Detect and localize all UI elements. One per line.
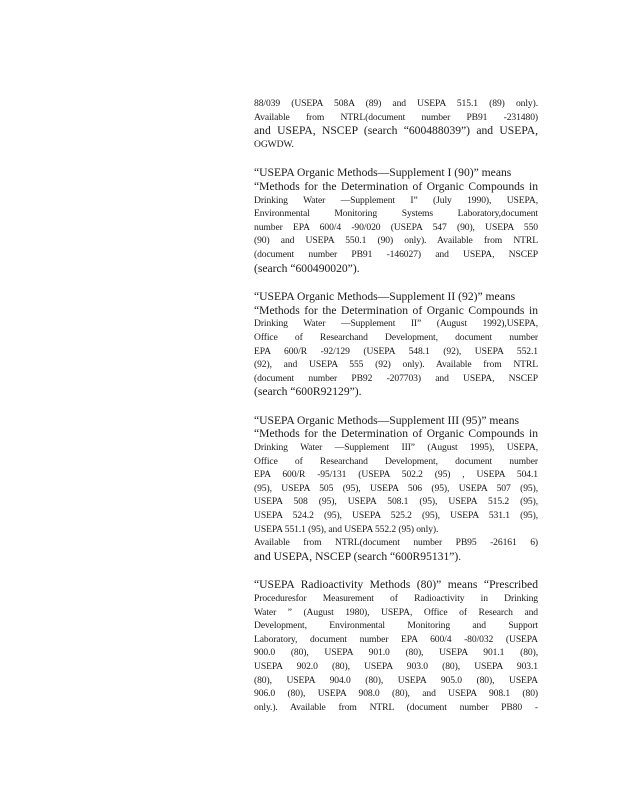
- text-line: “Methods for the Determination of Organic Compounds in: [254, 427, 538, 441]
- paragraph-5: [254, 578, 538, 714]
- text-line: “Methods for the Determination of Organic Compounds in: [254, 179, 538, 193]
- text-line: Drinking Water —Supplement II” (August 1992),USEPA,: [254, 318, 538, 330]
- text-column: [254, 97, 538, 729]
- text-line: “Methods for the Determination of Organic Compounds in: [254, 303, 538, 317]
- text-line: “USEPA Radioactivity Methods (80)” means “Prescribed: [254, 578, 538, 592]
- text-line: Environmental Monitoring Systems Laboratory,document: [254, 208, 538, 220]
- paragraph-1: [254, 97, 538, 151]
- text-line: USEPA 902.0 (80), USEPA 903.0 (80), USEPA 903.1: [254, 660, 538, 672]
- text-line: and USEPA, NSCEP (search “600488039”) and USEPA,: [254, 124, 538, 138]
- text-line: USEPA 551.1 (95), and USEPA 552.2 (95) only).: [254, 523, 439, 535]
- text-line: EPA 600/R -95/131 (USEPA 502.2 (95) , USEPA 504.1: [254, 469, 538, 481]
- text-line: (search “600490020”).: [254, 261, 360, 275]
- text-line: Drinking Water —Supplement I” (July 1990), USEPA,: [254, 194, 538, 206]
- text-line: EPA 600/R -92/129 (USEPA 548.1 (92), USEPA 552.1: [254, 345, 538, 357]
- text-line: Drinking Water —Supplement III” (August 1995), USEPA,: [254, 442, 538, 454]
- text-line: Available from NTRL(document number PB95 -26161 6): [254, 537, 538, 549]
- text-line: 906.0 (80), USEPA 908.0 (80), and USEPA 908.1 (80): [254, 688, 538, 700]
- text-line: “USEPA Organic Methods—Supplement II (92)” means: [254, 290, 516, 304]
- text-line: Water ” (August 1980), USEPA, Office of Research and: [254, 606, 538, 618]
- text-line: (document number PB91 -146027) and USEPA, NSCEP: [254, 248, 538, 260]
- text-line: Laboratory, document number EPA 600/4 -80/032 (USEPA: [254, 633, 538, 645]
- text-line: number EPA 600/4 -90/020 (USEPA 547 (90), USEPA 550: [254, 221, 538, 233]
- text-line: Proceduresfor Measurement of Radioactivity in Drinking: [254, 593, 538, 604]
- text-line: only.). Available from NTRL (document number PB80 -: [254, 701, 538, 713]
- text-line: “USEPA Organic Methods—Supplement I (90)” means: [254, 166, 512, 180]
- text-line: (90) and USEPA 550.1 (90) only). Available from NTRL: [254, 235, 538, 247]
- text-line: OGWDW.: [254, 138, 294, 150]
- text-line: 900.0 (80), USEPA 901.0 (80), USEPA 901.1 (80),: [254, 647, 538, 659]
- text-line: Available from NTRL(document number PB91 -231480): [254, 111, 538, 123]
- text-line: Office of Researchand Development, document number: [254, 455, 538, 467]
- text-line: (92), and USEPA 555 (92) only). Available from NTRL: [254, 359, 538, 371]
- text-line: Development, Environmental Monitoring and Support: [254, 620, 538, 632]
- paragraph-4: [254, 414, 538, 564]
- text-line: USEPA 524.2 (95), USEPA 525.2 (95), USEPA 531.1 (95),: [254, 510, 538, 522]
- paragraph-3: [254, 290, 538, 399]
- text-line: (search “600R92129”).: [254, 385, 362, 399]
- text-line: (80), USEPA 904.0 (80), USEPA 905.0 (80), USEPA: [254, 674, 538, 686]
- text-line: (document number PB92 -207703) and USEPA, NSCEP: [254, 372, 538, 384]
- text-line: (95), USEPA 505 (95), USEPA 506 (95), USEPA 507 (95),: [254, 482, 538, 494]
- text-line: USEPA 508 (95), USEPA 508.1 (95), USEPA 515.2 (95),: [254, 496, 538, 508]
- text-line: Office of Researchand Development, document number: [254, 331, 538, 343]
- text-line: and USEPA, NSCEP (search “600R95131”).: [254, 549, 462, 563]
- paragraph-2: [254, 166, 538, 275]
- text-line: 88/039 (USEPA 508A (89) and USEPA 515.1 (89) only).: [254, 98, 538, 109]
- text-line: “USEPA Organic Methods—Supplement III (95)” means: [254, 413, 520, 427]
